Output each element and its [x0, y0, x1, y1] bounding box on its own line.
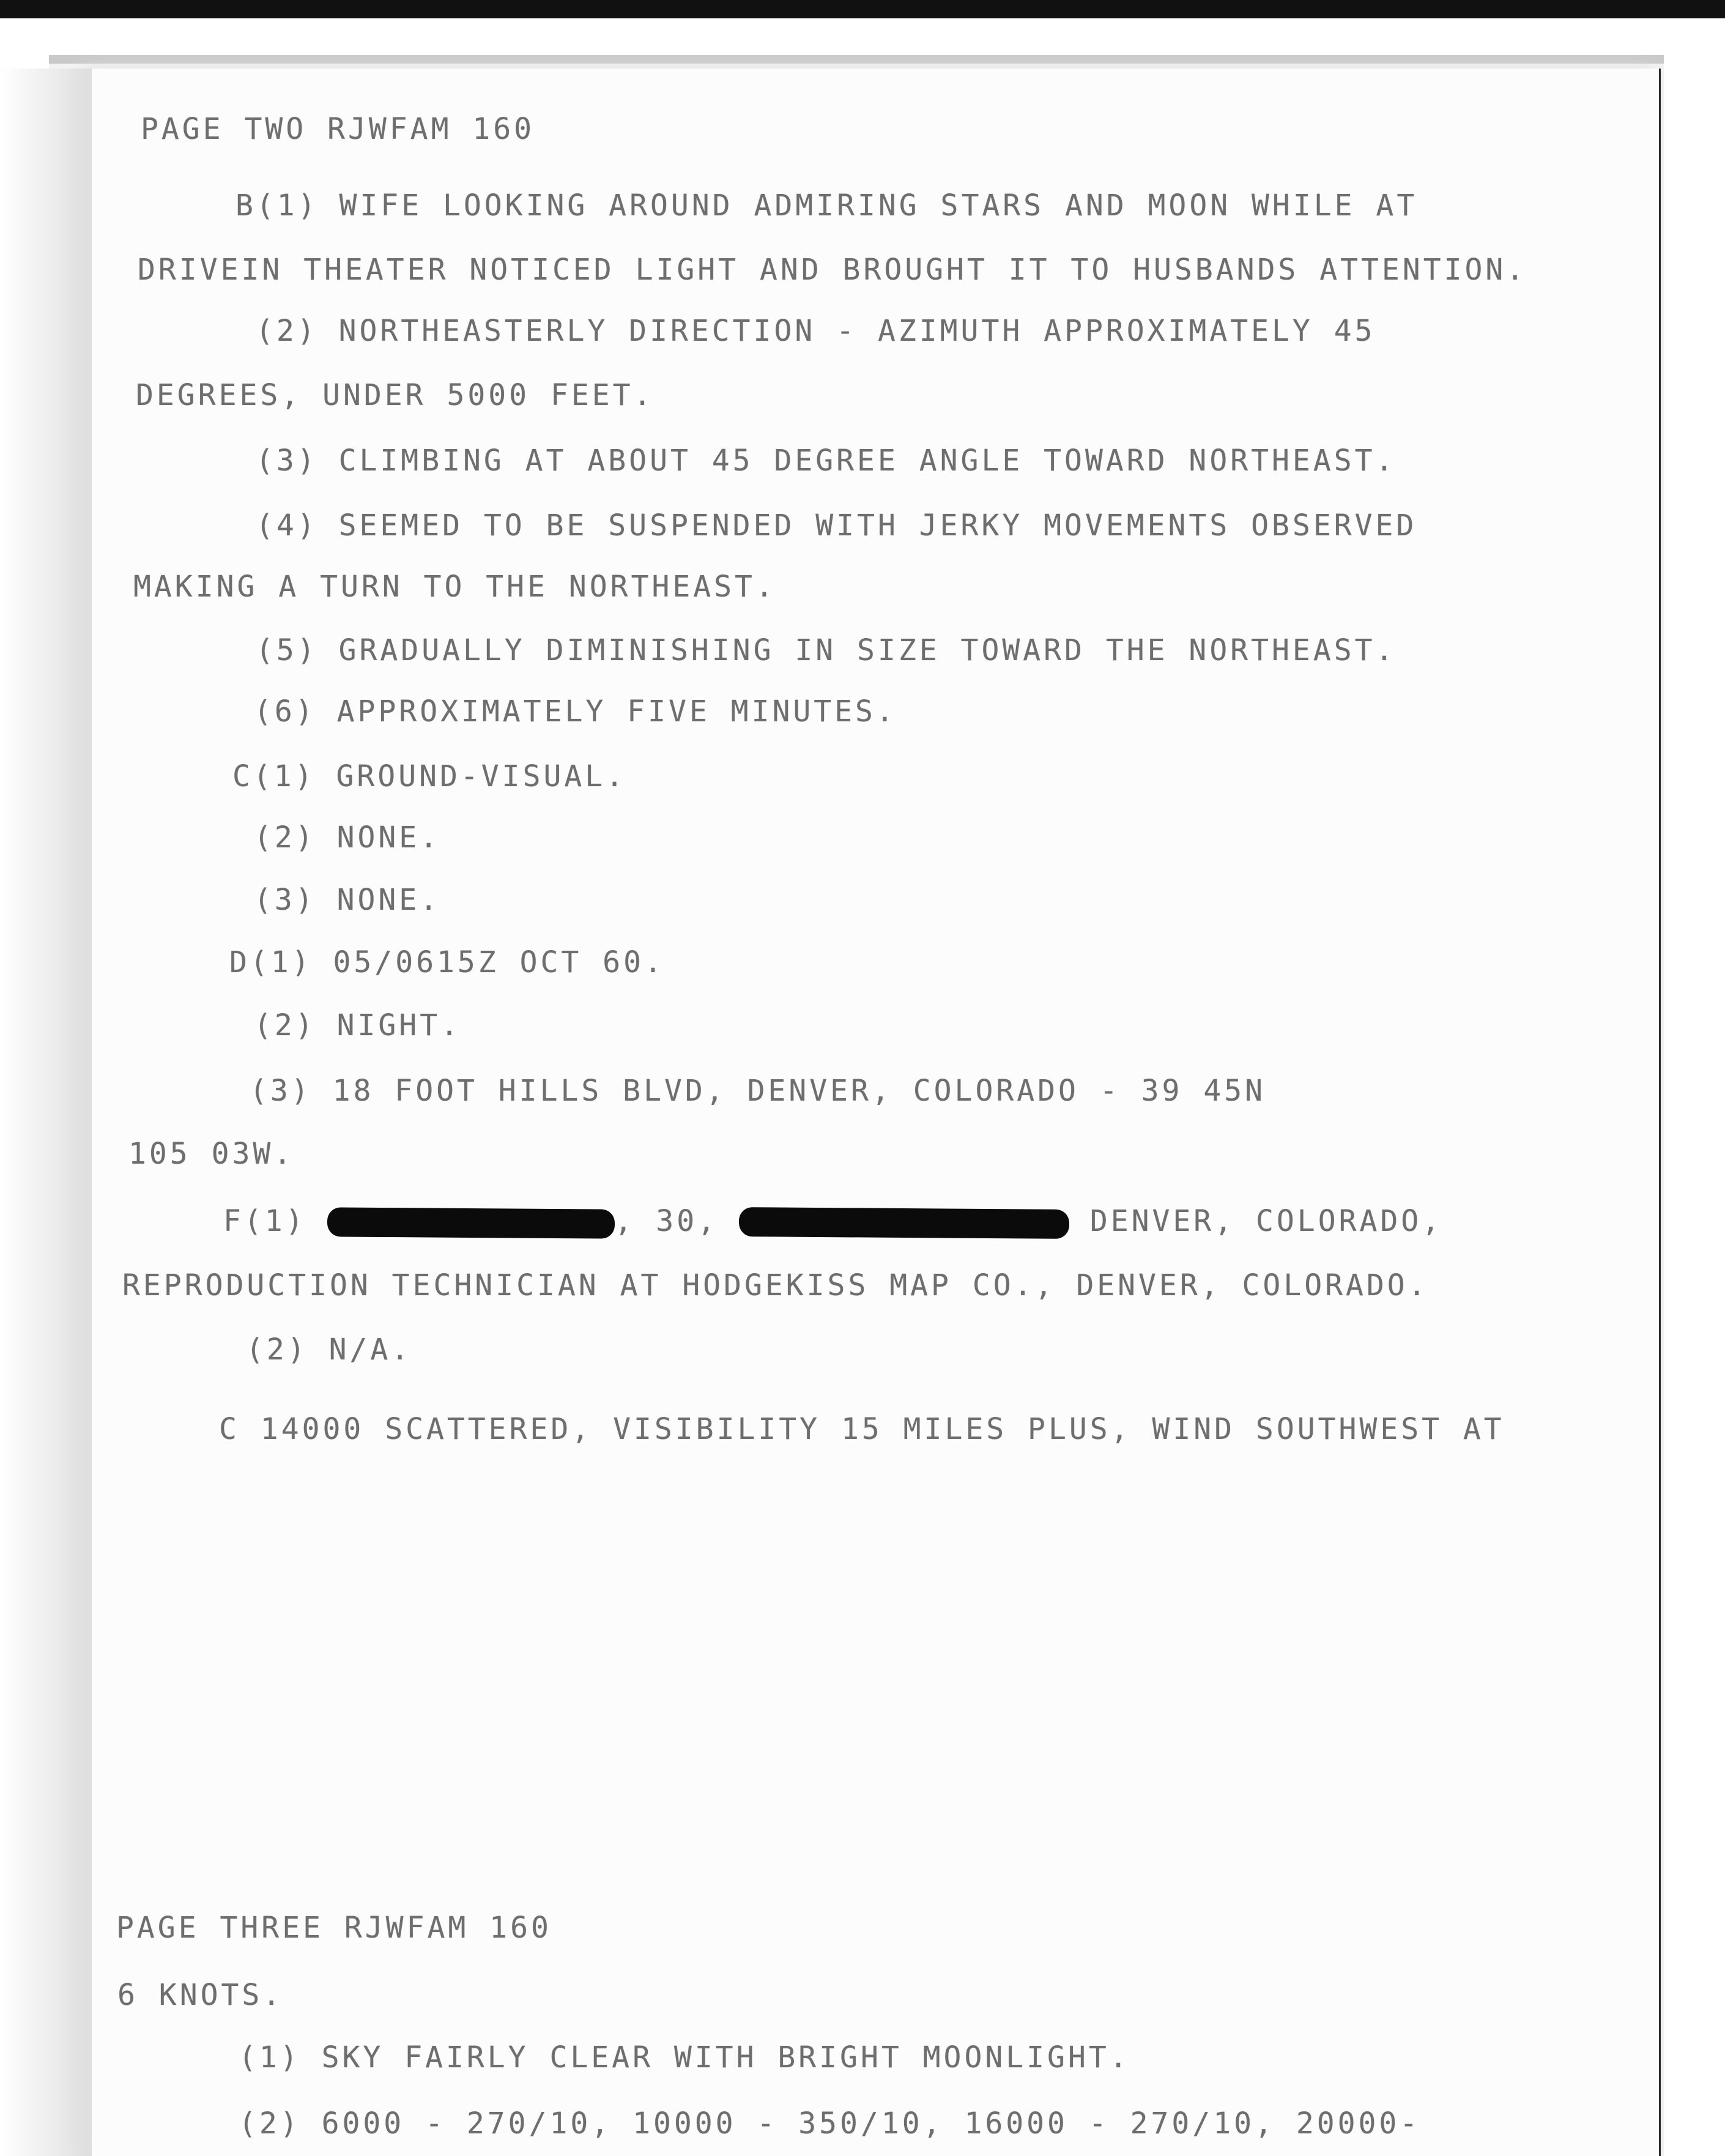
- page-right-rule: [1659, 69, 1661, 2156]
- item-f1-line2: REPRODUCTION TECHNICIAN AT HODGEKISS MAP CO., DENVER, COLORADO.: [122, 1268, 1429, 1303]
- item-f1-prefix: F(1): [223, 1204, 306, 1238]
- item-b5: (5) GRADUALLY DIMINISHING IN SIZE TOWARD THE NORTHEAST.: [256, 633, 1397, 667]
- redaction-bar-name: [327, 1207, 615, 1238]
- item-h2: (2) 6000 - 270/10, 10000 - 350/10, 16000 - 270/10, 20000-: [239, 2106, 1421, 2141]
- item-h1: (1) SKY FAIRLY CLEAR WITH BRIGHT MOONLIGHT.: [239, 2040, 1130, 2075]
- item-f2: (2) N/A.: [246, 1333, 412, 1367]
- item-f1-city: DENVER, COLORADO,: [1089, 1204, 1443, 1238]
- page-three-header: PAGE THREE RJWFAM 160: [116, 1911, 552, 1945]
- item-b2-line1: (2) NORTHEASTERLY DIRECTION - AZIMUTH APPROXIMATELY 45: [256, 314, 1376, 348]
- page-left-edge: [0, 69, 92, 2156]
- redaction-bar-address: [739, 1207, 1069, 1239]
- item-b3: (3) CLIMBING AT ABOUT 45 DEGREE ANGLE TOWARD NORTHEAST.: [256, 444, 1397, 478]
- item-c3: (3) NONE.: [254, 883, 441, 917]
- item-f1-age: , 30,: [614, 1204, 718, 1238]
- item-g-line1: C 14000 SCATTERED, VISIBILITY 15 MILES PLUS, WIND SOUTHWEST AT: [219, 1412, 1505, 1446]
- item-d1: D(1) 05/0615Z OCT 60.: [229, 945, 665, 979]
- film-top-band: [0, 0, 1725, 18]
- item-c1: C(1) GROUND-VISUAL.: [232, 759, 627, 794]
- item-b1-line1: B(1) WIFE LOOKING AROUND ADMIRING STARS AND MOON WHILE AT: [236, 188, 1418, 223]
- item-b4-line2: MAKING A TURN TO THE NORTHEAST.: [133, 570, 776, 604]
- item-b6: (6) APPROXIMATELY FIVE MINUTES.: [254, 694, 897, 729]
- item-b2-line2: DEGREES, UNDER 5000 FEET.: [136, 378, 655, 412]
- page-two-header: PAGE TWO RJWFAM 160: [141, 112, 535, 146]
- page-three-knots: 6 KNOTS.: [117, 1978, 284, 2012]
- typed-document-page: [92, 69, 1661, 2156]
- item-d3-line2: 105 03W.: [128, 1137, 295, 1171]
- item-d2: (2) NIGHT.: [254, 1008, 461, 1043]
- item-c2: (2) NONE.: [254, 820, 441, 855]
- item-b1-line2: DRIVEIN THEATER NOTICED LIGHT AND BROUGHT IT TO HUSBANDS ATTENTION.: [138, 253, 1527, 287]
- item-f1-line1: [223, 1203, 1442, 1239]
- item-d3-line1: (3) 18 FOOT HILLS BLVD, DENVER, COLORADO - 39 45N: [250, 1074, 1266, 1108]
- item-b4-line1: (4) SEEMED TO BE SUSPENDED WITH JERKY MOVEMENTS OBSERVED: [256, 508, 1417, 543]
